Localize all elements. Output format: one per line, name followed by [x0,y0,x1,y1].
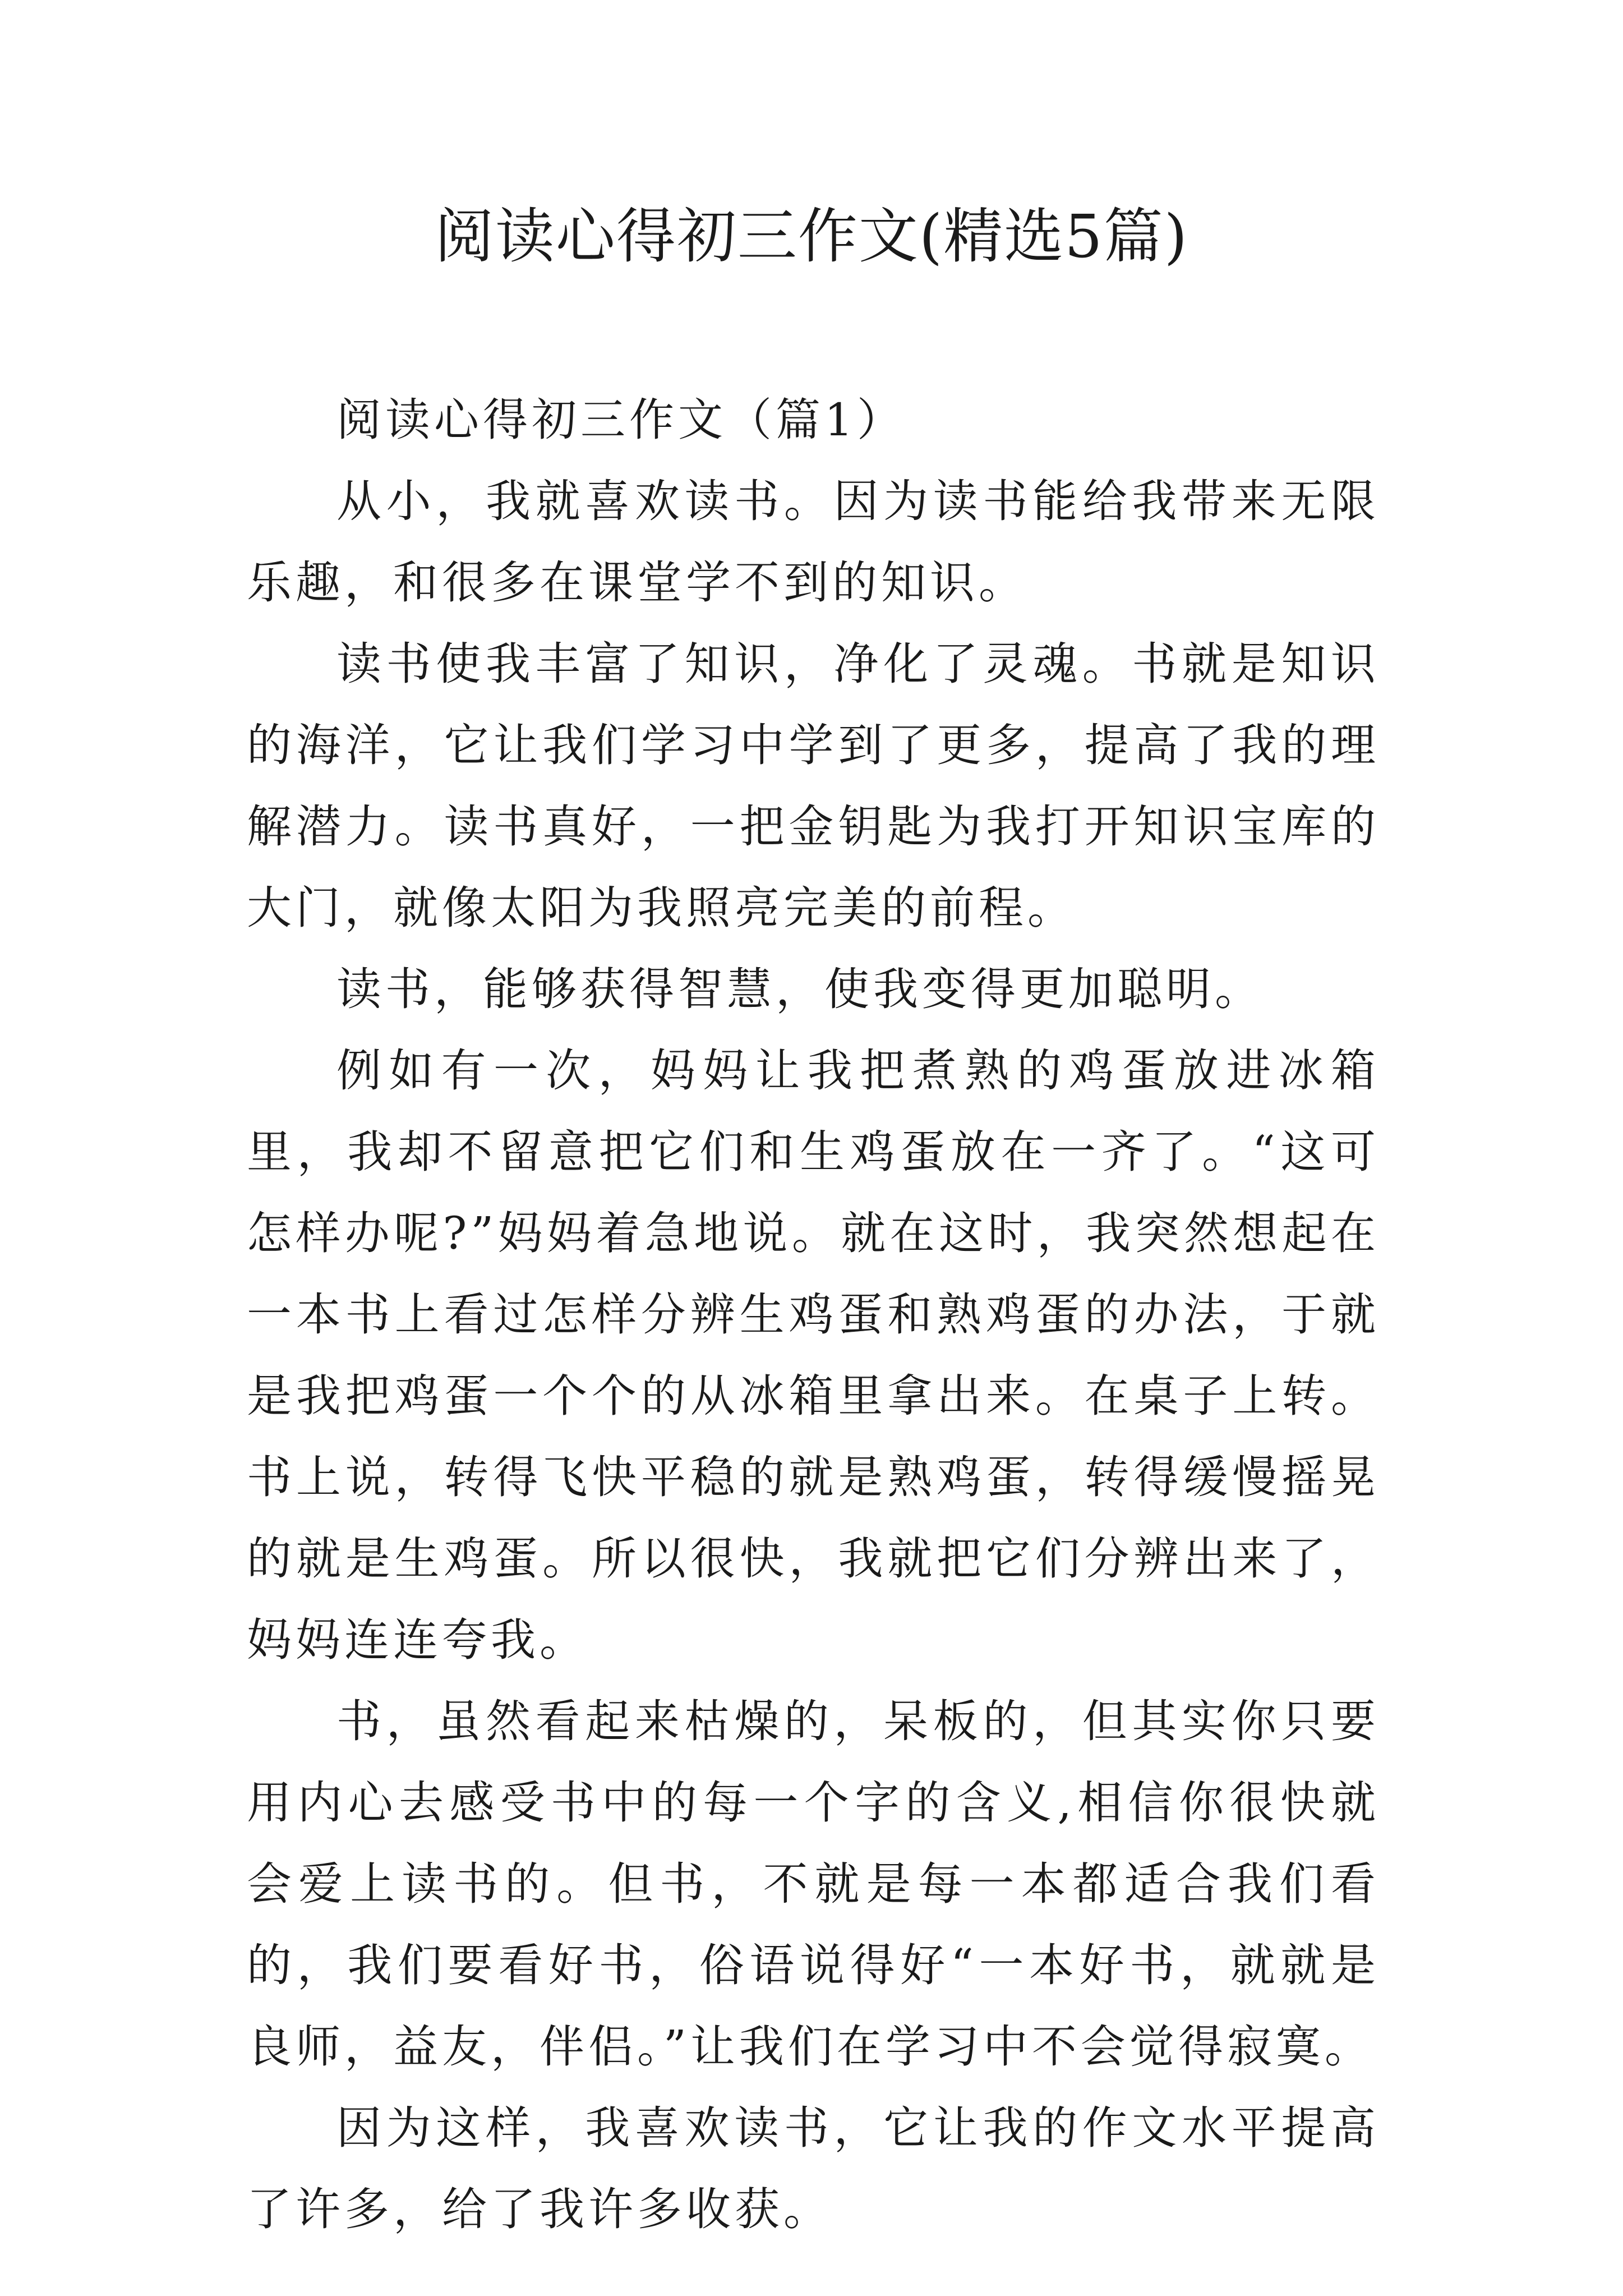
paragraph-2: 读书使我丰富了知识，净化了灵魂。书就是知识的海洋，它让我们学习中学到了更多，提高了我的理解潜力。读书真好，一把金钥匙为我打开知识宝库的大门，就像太阳为我照亮完美的前程。 [247,638,1380,934]
paragraph-3: 读书，能够获得智慧，使我变得更加聪明。 [336,963,1264,1015]
paragraph-5: 书，虽然看起来枯燥的，呆板的，但其实你只要用内心去感受书中的每一个字的含义,相信你很快就会爱上读书的。但书，不就是每一本都适合我们看的，我们要看好书，俗语说得好“一本好书，就就是良师，益友，伴侣。”让我们在学习中不会觉得寂寞。 [247,1695,1380,2073]
paragraph-4: 例如有一次，妈妈让我把煮熟的鸡蛋放进冰箱里，我却不留意把它们和生鸡蛋放在一齐了。“这可怎样办呢?”妈妈着急地说。就在这时，我突然想起在一本书上看过怎样分辨生鸡蛋和熟鸡蛋的办法，于就是我把鸡蛋一个个的从冰箱里拿出来。在桌子上转。书上说，转得飞快平稳的就是熟鸡蛋，转得缓慢摇晃的就是生鸡蛋。所以很快，我就把它们分辨出来了，妈妈连连夸我。 [247,1045,1380,1666]
section-heading: 阅读心得初三作文（篇1） [336,394,906,446]
document-body [247,379,1380,2250]
document-title: 阅读心得初三作文(精选5篇) [434,202,1189,271]
paragraph-1: 从小，我就喜欢读书。因为读书能给我带来无限乐趣，和很多在课堂学不到的知识。 [247,475,1380,609]
paragraph-6: 因为这样，我喜欢读书，它让我的作文水平提高了许多，给了我许多收获。 [247,2102,1380,2235]
